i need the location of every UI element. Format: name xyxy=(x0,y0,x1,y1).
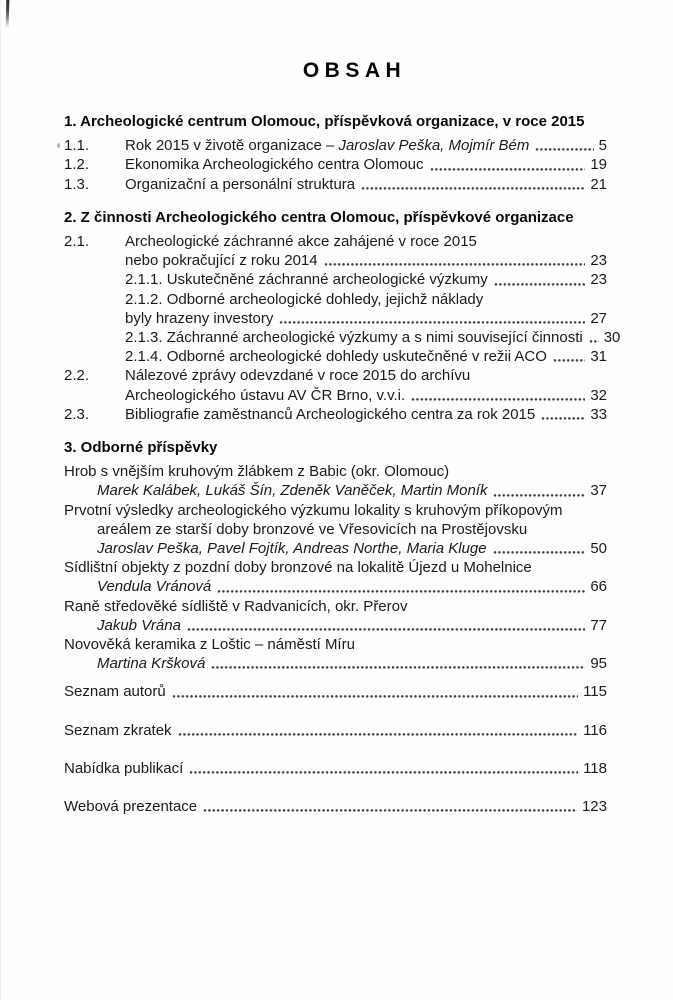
entry-text: 2.1.1. Uskutečněné záchranné archeologické výzkumy xyxy=(125,271,488,289)
entry-text: Archeologického ústavu AV ČR Brno, v.v.i. xyxy=(125,386,406,404)
article-authors: Marek Kalábek, Lukáš Šín, Zdeněk Vaněček, Martin Moník xyxy=(97,482,488,500)
page-number: 123 xyxy=(581,798,607,816)
article-title-text: areálem ze starší doby bronzové ve Vřesovicích na Prostějovsku xyxy=(97,520,528,538)
article-title-text: Raně středověké sídliště v Radvanicích, okr. Přerov xyxy=(64,597,408,615)
page-number: 19 xyxy=(590,156,607,174)
page-number: 50 xyxy=(590,540,607,558)
toc-backmatter xyxy=(64,682,607,816)
article-authors: Vendula Vránová xyxy=(97,578,212,596)
entry-text: 2.1.2. Odborné archeologické dohledy, jejichž náklady xyxy=(125,290,484,308)
entry-text: Nálezové zprávy odevzdané v roce 2015 do archívu xyxy=(125,367,471,385)
dot-leader xyxy=(178,732,579,737)
dot-leader xyxy=(189,770,578,775)
dot-leader xyxy=(203,808,577,813)
dot-leader xyxy=(494,282,586,287)
entry-text: Rok 2015 v životě organizace – xyxy=(125,137,339,155)
dot-leader xyxy=(541,416,585,421)
article-title-text: Sídlištní objekty z pozdní doby bronzové na lokalitě Újezd u Mohelnice xyxy=(64,559,532,577)
toc-section-2 xyxy=(64,208,621,424)
page-number: 116 xyxy=(583,721,607,739)
page-number: 23 xyxy=(590,271,607,289)
page-number: 115 xyxy=(583,683,607,701)
entry-text: Nabídka publikací xyxy=(64,759,184,777)
page-number: 118 xyxy=(583,759,607,777)
entry-text: Ekonomika Archeologického centra Olomouc xyxy=(125,156,424,174)
entry-text: Bibliografie zaměstnanců Archeologického centra za rok 2015 xyxy=(125,405,536,423)
dot-leader xyxy=(430,167,586,172)
backmatter-entry xyxy=(64,797,607,816)
entry-number: 2.1. xyxy=(64,233,90,251)
toc-section-3 xyxy=(64,438,607,673)
toc-entry xyxy=(64,405,607,424)
entry-number: 2.3. xyxy=(64,405,90,423)
entry-label xyxy=(125,386,405,405)
dot-leader xyxy=(172,694,578,699)
entry-number: 1.2. xyxy=(64,156,90,174)
article-authors-row xyxy=(64,654,607,673)
toc-entry xyxy=(64,366,607,385)
entry-label xyxy=(125,405,535,424)
toc-entry xyxy=(64,136,607,155)
article-authors: Jaroslav Peška, Pavel Fojtík, Andreas Northe, Maria Kluge xyxy=(97,540,487,558)
page-number: 33 xyxy=(590,405,607,423)
toc-entry xyxy=(64,155,607,174)
entry-label xyxy=(125,251,318,270)
article-authors-row xyxy=(64,577,607,596)
scan-artifact xyxy=(6,0,10,28)
entry-text: nebo pokračující z roku 2014 xyxy=(125,252,318,270)
dot-leader xyxy=(361,186,585,191)
article-title xyxy=(64,558,607,577)
entry-text: Archeologické záchranné akce zahájené v roce 2015 xyxy=(125,233,477,251)
toc-entry-continuation xyxy=(64,309,607,328)
section-1-heading: 1. Archeologické centrum Olomouc, příspěvková organizace, v roce 2015 xyxy=(64,113,585,130)
section-2-heading: 2. Z činnosti Archeologického centra Olomouc, příspěvkové organizace xyxy=(64,208,574,226)
entry-label xyxy=(125,232,477,251)
page-title: OBSAH xyxy=(302,59,407,82)
article-title xyxy=(64,501,607,520)
page-number: 30 xyxy=(603,329,621,347)
page-number: 95 xyxy=(590,655,607,673)
dot-leader xyxy=(493,493,585,498)
entry-label xyxy=(125,136,529,155)
article-authors: Jakub Vrána xyxy=(97,616,181,634)
toc-entry xyxy=(64,290,607,309)
entry-text: Webová prezentace xyxy=(64,798,198,816)
section-3-heading: 3. Odborné příspěvky xyxy=(64,439,218,457)
page-number: 23 xyxy=(590,252,607,270)
entry-label xyxy=(125,366,470,385)
article-authors-row xyxy=(64,616,607,635)
dot-leader xyxy=(279,320,585,325)
article-title-continuation xyxy=(64,520,607,539)
toc-content xyxy=(0,58,673,816)
dot-leader xyxy=(217,589,585,594)
entry-label xyxy=(125,328,583,347)
toc-section-1 xyxy=(64,112,607,194)
page-number: 37 xyxy=(590,482,607,500)
dot-leader xyxy=(589,339,599,344)
dot-leader xyxy=(411,397,585,402)
toc-entry xyxy=(64,232,607,251)
dot-leader xyxy=(324,262,586,267)
entry-authors: Jaroslav Peška, Mojmír Bém xyxy=(338,137,530,155)
article-title xyxy=(64,597,607,616)
page-number: 5 xyxy=(598,137,607,155)
backmatter-entry xyxy=(64,721,607,740)
toc-entry xyxy=(64,175,607,194)
entry-text: Organizační a personální struktura xyxy=(125,175,356,193)
dot-leader xyxy=(535,147,593,152)
dot-leader xyxy=(553,358,585,363)
page-number: 27 xyxy=(590,309,607,327)
entry-number: 2.2. xyxy=(64,367,90,385)
dot-leader xyxy=(211,665,585,670)
entry-text: Seznam zkratek xyxy=(64,721,172,739)
page-number: 21 xyxy=(590,175,607,193)
article-title-text: Novověká keramika z Loštic – náměstí Míru xyxy=(64,636,355,654)
page-number: 77 xyxy=(590,616,607,634)
toc-entry-continuation xyxy=(64,386,607,405)
article-title-text: Prvotní výsledky archeologického výzkumu lokality s kruhovým příkopovým xyxy=(64,501,563,519)
entry-label xyxy=(125,309,273,328)
toc-entry xyxy=(64,270,607,289)
entry-text: 2.1.4. Odborné archeologické dohledy uskutečněné v režii ACO xyxy=(125,348,547,366)
backmatter-entry xyxy=(64,759,607,778)
entry-text: 2.1.3. Záchranné archeologické výzkumy a s nimi související činnosti xyxy=(125,329,583,347)
scan-edge-shadow xyxy=(0,0,1,1000)
dot-leader xyxy=(187,627,585,632)
page-number: 66 xyxy=(590,578,607,596)
entry-label xyxy=(125,175,355,194)
entry-label xyxy=(125,155,424,174)
toc-entry-continuation xyxy=(64,251,607,270)
page-number: 32 xyxy=(590,386,607,404)
page-number: 31 xyxy=(590,348,607,366)
backmatter-entry xyxy=(64,682,607,701)
article-authors-row xyxy=(64,539,607,558)
article-title-text: Hrob s vnějším kruhovým žlábkem z Babic (okr. Olomouc) xyxy=(64,463,450,481)
dot-leader xyxy=(493,550,586,555)
article-title xyxy=(64,462,607,481)
entry-label xyxy=(125,270,488,289)
article-authors: Martina Kršková xyxy=(97,655,206,673)
entry-text: Seznam autorů xyxy=(64,683,166,701)
entry-number: 1.1. xyxy=(64,137,90,155)
toc-entry xyxy=(64,347,607,366)
scan-artifact-dot xyxy=(57,143,60,148)
entry-number: 1.3. xyxy=(64,175,90,193)
toc-entry xyxy=(64,328,621,347)
article-title xyxy=(64,635,607,654)
article-authors-row xyxy=(64,481,607,500)
entry-label xyxy=(125,290,483,309)
entry-label xyxy=(125,347,547,366)
entry-text: byly hrazeny investory xyxy=(125,309,274,327)
